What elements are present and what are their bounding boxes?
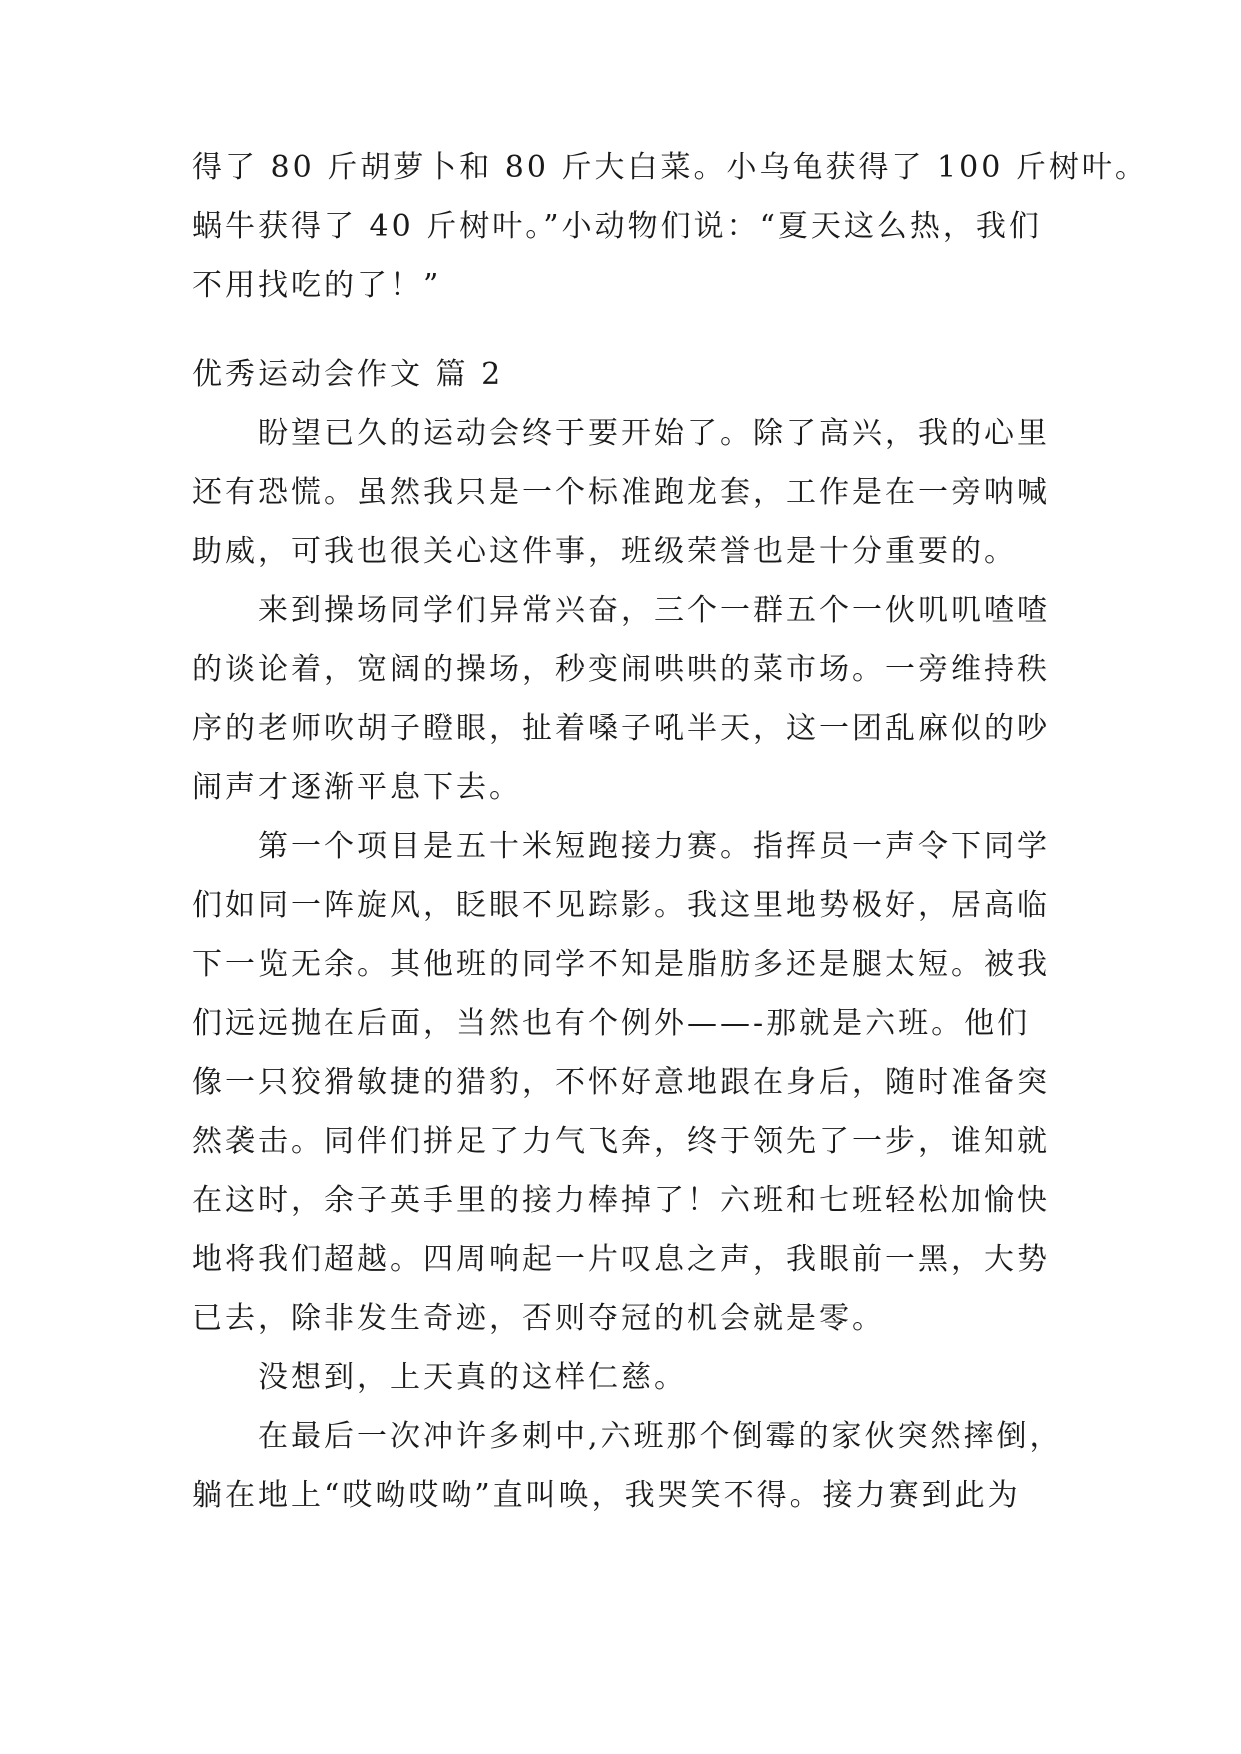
paragraph-line: 助威，可我也很关心这件事，班级荣誉也是十分重要的。: [192, 534, 1017, 569]
intro-paragraph: [192, 138, 1148, 315]
text-line: 不用找吃的了！”: [192, 268, 442, 303]
section-title: 优秀运动会作文 篇 2: [192, 357, 504, 392]
paragraph-line: 没想到，上天真的这样仁慈。: [258, 1360, 687, 1395]
paragraph-line: 们远远抛在后面，当然也有个例外——-那就是六班。他们: [192, 1006, 1031, 1041]
paragraph-line: 地将我们超越。四周响起一片叹息之声，我眼前一黑，大势: [192, 1242, 1050, 1277]
section-title-block: [192, 345, 1092, 404]
paragraph-line: 在最后一次冲许多刺中,六班那个倒霉的家伙突然摔倒，: [258, 1419, 1063, 1454]
paragraph-line: 盼望已久的运动会终于要开始了。除了高兴，我的心里: [258, 416, 1050, 451]
paragraph-line: 然袭击。同伴们拼足了力气飞奔，终于领先了一步，谁知就: [192, 1124, 1050, 1159]
paragraph-line: 闹声才逐渐平息下去。: [192, 770, 522, 805]
text-line: 蜗牛获得了 40 斤树叶。”小动物们说：“夏天这么热，我们: [192, 209, 1042, 244]
text-line: 得了 80 斤胡萝卜和 80 斤大白菜。小乌龟获得了 100 斤树叶。: [192, 150, 1148, 185]
paragraph-line: 来到操场同学们异常兴奋，三个一群五个一伙叽叽喳喳: [258, 593, 1050, 628]
paragraph-line: 躺在地上“哎呦哎呦”直叫唤，我哭笑不得。接力赛到此为: [192, 1478, 1021, 1513]
paragraph-line: 像一只狡猾敏捷的猎豹，不怀好意地跟在身后，随时准备突: [192, 1065, 1050, 1100]
paragraph-line: 们如同一阵旋风，眨眼不见踪影。我这里地势极好，居高临: [192, 888, 1050, 923]
paragraph-line: 还有恐慌。虽然我只是一个标准跑龙套，工作是在一旁呐喊: [192, 475, 1050, 510]
paragraph-line: 第一个项目是五十米短跑接力赛。指挥员一声令下同学: [258, 829, 1050, 864]
paragraph-line: 已去，除非发生奇迹，否则夺冠的机会就是零。: [192, 1301, 885, 1336]
paragraph-line: 在这时，余子英手里的接力棒掉了！六班和七班轻松加愉快: [192, 1183, 1050, 1218]
paragraph-line: 的谈论着，宽阔的操场，秒变闹哄哄的菜市场。一旁维持秩: [192, 652, 1050, 687]
body-paragraphs: [192, 404, 1092, 1525]
paragraph-line: 序的老师吹胡子瞪眼，扯着嗓子吼半天，这一团乱麻似的吵: [192, 711, 1050, 746]
paragraph-line: 下一览无余。其他班的同学不知是脂肪多还是腿太短。被我: [192, 947, 1050, 982]
